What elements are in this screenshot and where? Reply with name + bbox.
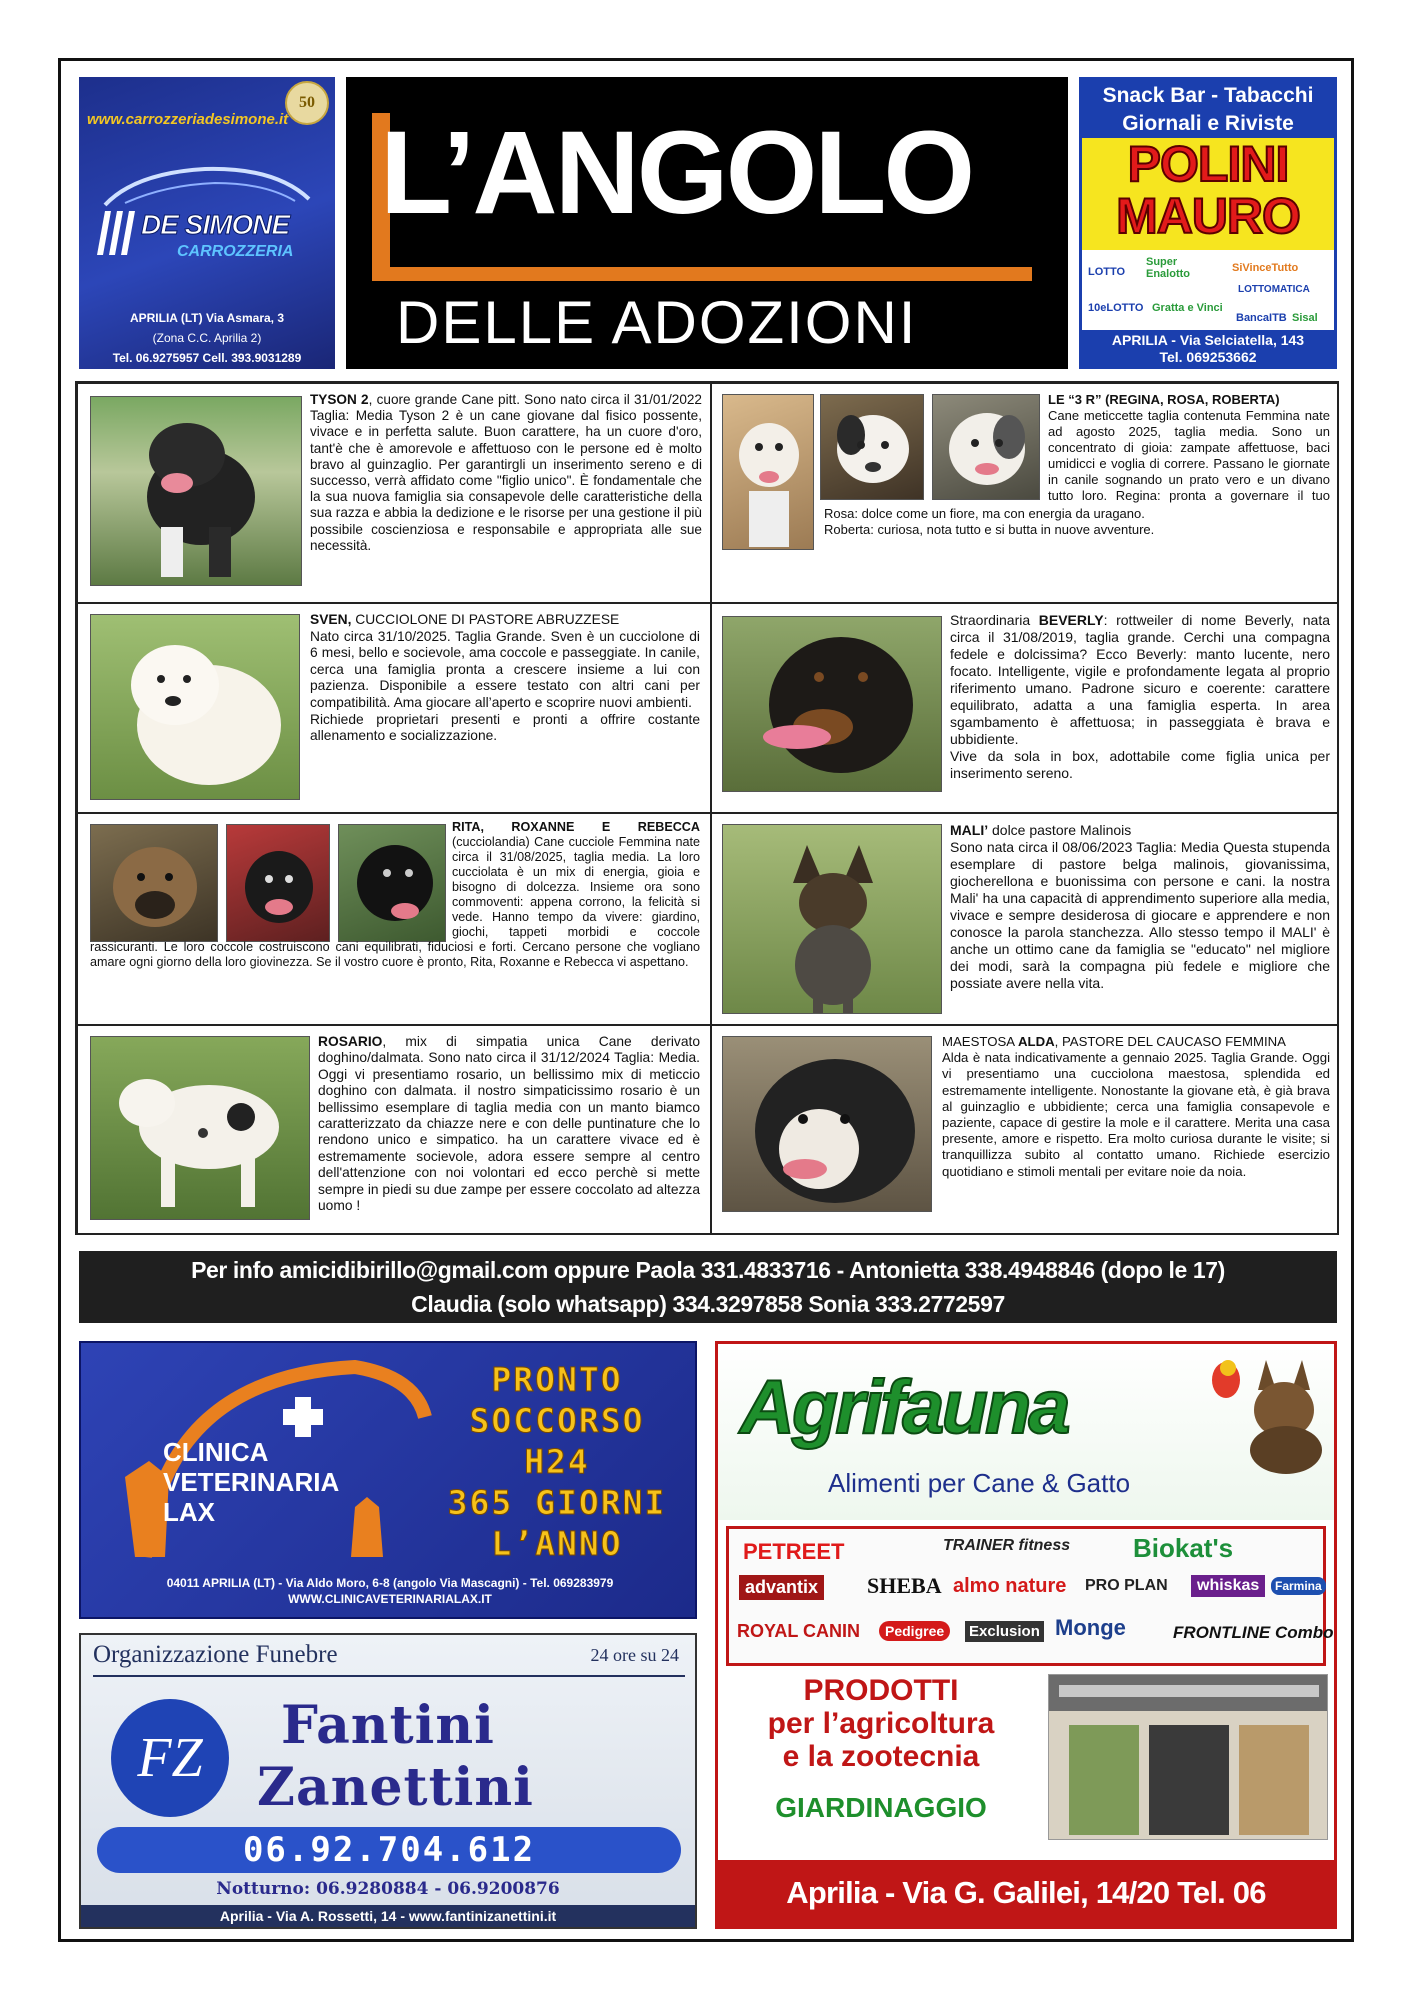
- desimone-zone: (Zona C.C. Aprilia 2): [152, 331, 262, 345]
- beverly-pre: Straordinaria: [950, 612, 1039, 628]
- tre-r-text-top: [1048, 392, 1330, 408]
- polini-address: APRILIA - Via Selciatella, 143: [1111, 332, 1305, 348]
- polini-line2: Giornali e Riviste: [1122, 112, 1294, 135]
- lax-clinic-line1: CLINICA: [163, 1437, 269, 1467]
- funebre-hours: 24 ore su 24: [590, 1645, 679, 1665]
- polini-phone: Tel. 069253662: [1159, 349, 1257, 365]
- agri-footer[interactable]: Aprilia - Via G. Galilei, 14/20 Tel. 06 92704736: [718, 1860, 1334, 1926]
- mali-text: [950, 822, 1330, 992]
- polini-name1: POLINI: [1127, 136, 1289, 192]
- lax-address-block: [81, 1575, 699, 1607]
- listing-tre-r[interactable]: [711, 383, 1339, 603]
- tyson-photo: [90, 396, 302, 586]
- sven-name: SVEN,: [310, 612, 352, 627]
- lax-ps-line4: 365 GIORNI: [447, 1483, 667, 1522]
- tyson-description: , cuore grande Cane pitt. Sono nato circa il 31/01/2022 Taglia: Media Tyson 2 è un cane giovane dal fisico possente, vivace e in perfetta salute. Buon carattere, ha un cuore d'oro, tant'è che è amorevole e affettuoso con le persone ed è molto bravo al guinzaglio. Per garantirgli un inserimento sereno e di successo, verrà affidato come "figlio unico". È fondamentale che la sua nuova famiglia sia consapevole delle caratteristiche della sua razza e abbia la dedizione e le risorse per una gestione il più possibile coscienziosa e responsabile e appropriata alle sue necessità.: [310, 392, 702, 553]
- mali-description: Sono nata circa il 08/06/2023 Taglia: Media Questa stupenda esemplare di pastore belga malinois, giovanissima, giocherellona e buonissima con persone e cani. la nostra Mali' ha una capacità di apprendimento superiore alla media, vivace e sempre desiderosa di giocare e apprendere e non conosce la parola stanchezza. Allo stesso tempo il MALI' è anche un ottimo cane da famiglia se "educato" nel migliore dei modi, sarà la compagna più fedele e migliore che possiate avere nella vita.: [950, 839, 1330, 991]
- lax-clinic-name: [163, 1437, 339, 1527]
- polini-top: [1082, 80, 1334, 140]
- polini-name2: MAURO: [1116, 188, 1300, 244]
- brand-pedigree: Pedigree: [879, 1621, 950, 1641]
- storefront-icon: [1049, 1675, 1328, 1840]
- regina-photo: [722, 394, 814, 550]
- desimone-phones: Tel. 06.9275957 Cell. 393.9031289: [112, 351, 302, 365]
- alda-pre: MAESTOSA: [942, 1034, 1018, 1049]
- brand-petreet: PETREET: [743, 1539, 845, 1564]
- beverly-name: BEVERLY: [1038, 612, 1104, 628]
- logo-sisal: Sisal: [1292, 312, 1318, 324]
- masthead: [346, 77, 1068, 369]
- brand-frontline: FRONTLINE Combo: [1173, 1623, 1334, 1642]
- beverly-description: : rottweiler di nome Beverly, nata circa il 31/08/2019, taglia grande. Cerchi una compagna fedele e dolcissima? Ecco Beverly: manto lucente, nero focato. Intelligente, vigile e profondamente legata al proprio riferimento umano. Padrone sicuro e coerente: carattere equilibrato, adatta a una famiglia esperta. In area sgambamento è affettuosa; in passeggiata è brava e ubbidiente.: [950, 612, 1330, 747]
- page-frame: [58, 58, 1354, 1976]
- rosa-photo: [820, 394, 924, 500]
- agri-brand-logos: [726, 1526, 1334, 1666]
- listing-mali[interactable]: [711, 813, 1339, 1025]
- polini-bottom: [1082, 330, 1334, 366]
- brand-royal-canin: ROYAL CANIN: [737, 1621, 861, 1641]
- agri-slogan: Alimenti per Cane & Gatto: [828, 1468, 1131, 1498]
- mali-heading: dolce pastore Malinois: [988, 822, 1132, 838]
- lax-address: 04011 APRILIA (LT) - Via Aldo Moro, 6-8 (angolo Via Mascagni) - Tel. 069283979: [166, 1576, 614, 1590]
- alda-text: [942, 1034, 1330, 1180]
- dog-face-icon: [723, 395, 814, 550]
- dog-and-parrot-icon: [1206, 1350, 1326, 1474]
- ad-agrifauna[interactable]: [715, 1341, 1337, 1976]
- lax-ps-line1: PRONTO: [491, 1360, 623, 1399]
- funebre-name2: Zanettini: [257, 1757, 534, 1818]
- funebre-monogram: FZ: [111, 1699, 229, 1817]
- rita-description: (cucciolandia) Cane cucciole Femmina nate circa il 31/08/2025, taglia media. La loro cucciolata è un mix di energia, gioia e bisogno di dolcezza. Insieme ora sono commoventi: appena corrono, la felicità si vede. Hanno tempo da vivere: giardino, giochi, tappeti morbidi e coccole rassicuranti. Le loro coccole costruiscono cani equilibrati, fiduciosi e forti. Cercano persone che vogliano amare ogni giorno della loro giovinezza. Se il vostro cuore è pronto, Rita, Roxanne e Rebecca vi aspettano.: [90, 835, 700, 969]
- stripes-logo-icon: [91, 211, 139, 255]
- dog-silhouette-icon: [91, 615, 300, 800]
- adoption-listings: [75, 381, 1339, 1235]
- alda-name: ALDA: [1017, 1034, 1055, 1049]
- logo-superenalotto: Super Enalotto: [1146, 256, 1190, 280]
- dog-silhouette-icon: [723, 1037, 932, 1212]
- car-outline-icon: [95, 163, 319, 213]
- agri-prod-line1: PRODOTTI: [803, 1674, 959, 1707]
- brand-trainer: TRAINER fitness: [943, 1537, 1071, 1554]
- brand-proplan: PRO PLAN: [1085, 1577, 1168, 1594]
- sven-description-2: Richiede proprietari presenti e pronti a offrire costante allenamento e socializzazione.: [310, 711, 700, 744]
- listing-rosario[interactable]: [77, 1025, 711, 1235]
- dog-silhouette-icon: [723, 617, 942, 792]
- brand-sheba: SHEBA: [867, 1573, 942, 1598]
- beverly-photo: [722, 616, 942, 792]
- brand-exclusion: Exclusion: [965, 1621, 1044, 1642]
- agri-header: [718, 1344, 1334, 1520]
- funebre-night-phones: Notturno: 06.9280884 - 06.9200876: [216, 1879, 560, 1899]
- desimone-name: DE SIMONE: [141, 209, 290, 240]
- listing-beverly[interactable]: [711, 603, 1339, 813]
- lax-pronto-soccorso: [427, 1359, 687, 1564]
- logo-bancaitb: BancaITB: [1236, 312, 1287, 324]
- logo-10elotto: 10eLOTTO: [1088, 302, 1144, 314]
- tre-r-roberta: Roberta: curiosa, nota tutto e si butta in nuove avventure.: [824, 522, 1155, 537]
- ad-polini-mauro[interactable]: [1079, 77, 1337, 369]
- lax-ps-line5: L’ANNO: [491, 1524, 623, 1563]
- funebre-org: Organizzazione Funebre: [93, 1641, 338, 1668]
- logo-gratta-e-vinci: Gratta e Vinci: [1152, 302, 1223, 314]
- listing-sven[interactable]: [77, 603, 711, 813]
- tyson-text: [310, 392, 702, 554]
- dog-face-icon: [933, 395, 1040, 500]
- sven-photo: [90, 614, 300, 800]
- tre-r-text-bottom: [824, 506, 1330, 538]
- desimone-url[interactable]: www.carrozzeriadesimone.it: [87, 111, 289, 128]
- desimone-address: APRILIA (LT) Via Asmara, 3: [129, 311, 285, 325]
- alda-description: Alda è nata indicativamente a gennaio 2025. Taglia Grande. Oggi vi presentiamo una cucciolona maestosa, splendida ed estremamente intelligente. Nonostante la giovane età, è già brava al guinzaglio e ubbidiente; cerca una famiglia consapevole e paziente, capace di gestire la mole e il carattere. Merita una casa presente, amore e rispetto. Era molto curiosa durante le visite; si tranquillizza subito al contatto umano. Richiede esercizio quotidiano e stimoli mentali per evitare noie da noia.: [942, 1050, 1330, 1179]
- anniversary-badge: 50: [285, 81, 329, 125]
- ad-carrozzeria-desimone[interactable]: [79, 77, 335, 369]
- brand-biokats: Biokat's: [1133, 1533, 1234, 1563]
- roberta-photo: [932, 394, 1040, 500]
- contact-line-1[interactable]: Per info amicidibirillo@gmail.com oppure Paola 331.4833716 - Antonietta 338.4948846 (dopo le 17): [191, 1257, 1225, 1283]
- tre-r-description: Cane meticcette taglia contenuta Femmina nate ad agosto 2025, taglia media. Sono un concentrato di gioia: zampate affettuose, baci umidicci e voglia di correre. Passano le giornate in canile sognando un prato vero e un divano tutto loro. Regina: pronta a governare il tuo: [1048, 408, 1330, 503]
- rosario-name: ROSARIO: [318, 1034, 383, 1049]
- agri-logo: Agrifauna: [740, 1365, 1068, 1450]
- tre-r-name: LE “3 R” (REGINA, ROSA, ROBERTA): [1048, 392, 1280, 407]
- rita-text: [90, 820, 700, 970]
- beverly-text: [950, 612, 1330, 782]
- agri-shop-photo: [1048, 1674, 1328, 1840]
- funebre-address[interactable]: Aprilia - Via A. Rossetti, 14 - www.fantinizanettini.it: [81, 1905, 695, 1927]
- alda-heading: , PASTORE DEL CAUCASO FEMMINA: [1054, 1034, 1286, 1049]
- ad-fantini-zanettini[interactable]: [79, 1633, 697, 1929]
- brand-farmina: Farmina: [1271, 1577, 1326, 1595]
- contact-line-2[interactable]: Claudia (solo whatsapp) 334.3297858 Sonia 333.2772597: [411, 1291, 1005, 1317]
- rosario-description: , mix di simpatia unica Cane derivato doghino/dalmata. Sono nato circa il 31/12/2024 Taglia: Media. Oggi vi presentiamo rosario, un bellissimo mix di meticcio doghino con dalmata. il nostro simpaticissimo rosario è un bellissimo esemplare di taglia media con un manto biamco caratterizzato da chiazze nere e con delle puntinature che lo rendono unico e simpatico. ha un carattere vivace ed è estremamente socievole, adora essere sempre al centro dell'attenzione con noi volontari ed ecco perchè si mette sempre in piedi su due zampe per essere coccolato ad altezza uomo !: [318, 1034, 700, 1214]
- agri-prod-line3: e la zootecnia: [782, 1740, 980, 1773]
- funebre-name1: Fantini: [281, 1695, 495, 1756]
- lax-clinic-line3: LAX: [163, 1497, 215, 1527]
- dog-silhouette-icon: [723, 825, 942, 1014]
- sven-heading: CUCCIOLONE DI PASTORE ABRUZZESE: [351, 612, 620, 627]
- desimone-brand: [91, 207, 323, 263]
- alda-photo: [722, 1036, 932, 1212]
- polini-logos: [1088, 256, 1328, 330]
- rita-photo-spacer: [90, 820, 452, 938]
- lax-ps-line3: H24: [524, 1442, 590, 1481]
- contact-info-bar: [79, 1251, 1337, 1323]
- agri-giardinaggio: GIARDINAGGIO: [775, 1792, 987, 1823]
- dog-silhouette-icon: [91, 1037, 310, 1220]
- page-subtitle: DELLE ADOZIONI: [396, 289, 918, 356]
- rosario-photo: [90, 1036, 310, 1220]
- masthead-accent-horizontal: [372, 267, 1032, 281]
- agri-products: [726, 1674, 1036, 1773]
- mali-name: MALI’: [950, 822, 989, 838]
- dog-face-icon: [821, 395, 924, 500]
- listing-alda[interactable]: [711, 1025, 1339, 1235]
- funebre-phone[interactable]: 06.92.704.612: [97, 1827, 681, 1873]
- funebre-divider: [93, 1675, 685, 1677]
- beverly-description-2: Vive da sola in box, adottabile come figlia unica per inserimento sereno.: [950, 748, 1330, 781]
- listing-rita[interactable]: [77, 813, 711, 1025]
- logo-lotto: LOTTO: [1088, 266, 1126, 278]
- rosario-text: [318, 1034, 700, 1214]
- listing-tyson[interactable]: [77, 383, 711, 603]
- brand-monge: Monge: [1055, 1615, 1126, 1640]
- page-title: L’ANGOLO: [380, 107, 973, 239]
- lax-ps-line2: SOCCORSO: [469, 1401, 645, 1440]
- sven-description: Nato circa 31/10/2025. Taglia Grande. Sven è un cucciolone di 6 mesi, bello e socievole, ama coccole e passeggiate. In canile, cerca una famiglia pronta a crescere insieme a lui con pazienza. Disponibile a essere testato con altri cani per compatibilità. Ama giocare all’aperto e scoprire nuovi ambienti.: [310, 628, 700, 710]
- sven-text: [310, 612, 700, 745]
- brand-almo-nature: almo nature: [953, 1575, 1067, 1597]
- brand-whiskas: whiskas: [1191, 1575, 1265, 1597]
- logo-sivincetutto: SiVinceTutto: [1232, 262, 1299, 274]
- mali-photo: [722, 824, 942, 1014]
- lax-web[interactable]: WWW.CLINICAVETERINARIALAX.IT: [288, 1592, 492, 1606]
- polini-name: [1082, 138, 1334, 250]
- tre-r-rosa: Rosa: dolce come un fiore, ma con energia da uragano.: [824, 506, 1145, 521]
- tyson-name: TYSON 2: [310, 392, 369, 407]
- rita-name: RITA, ROXANNE E REBECCA: [452, 820, 700, 834]
- logo-lottomatica: LOTTOMATICA: [1238, 284, 1310, 295]
- ad-clinica-lax[interactable]: [79, 1341, 697, 1619]
- brand-advantix: advantix: [739, 1575, 824, 1600]
- agri-prod-line2: per l’agricoltura: [767, 1707, 995, 1740]
- lax-clinic-line2: VETERINARIA: [163, 1467, 340, 1497]
- polini-line1: Snack Bar - Tabacchi: [1102, 84, 1314, 107]
- desimone-sub: CARROZZERIA: [177, 243, 294, 260]
- dog-silhouette-icon: [91, 397, 302, 586]
